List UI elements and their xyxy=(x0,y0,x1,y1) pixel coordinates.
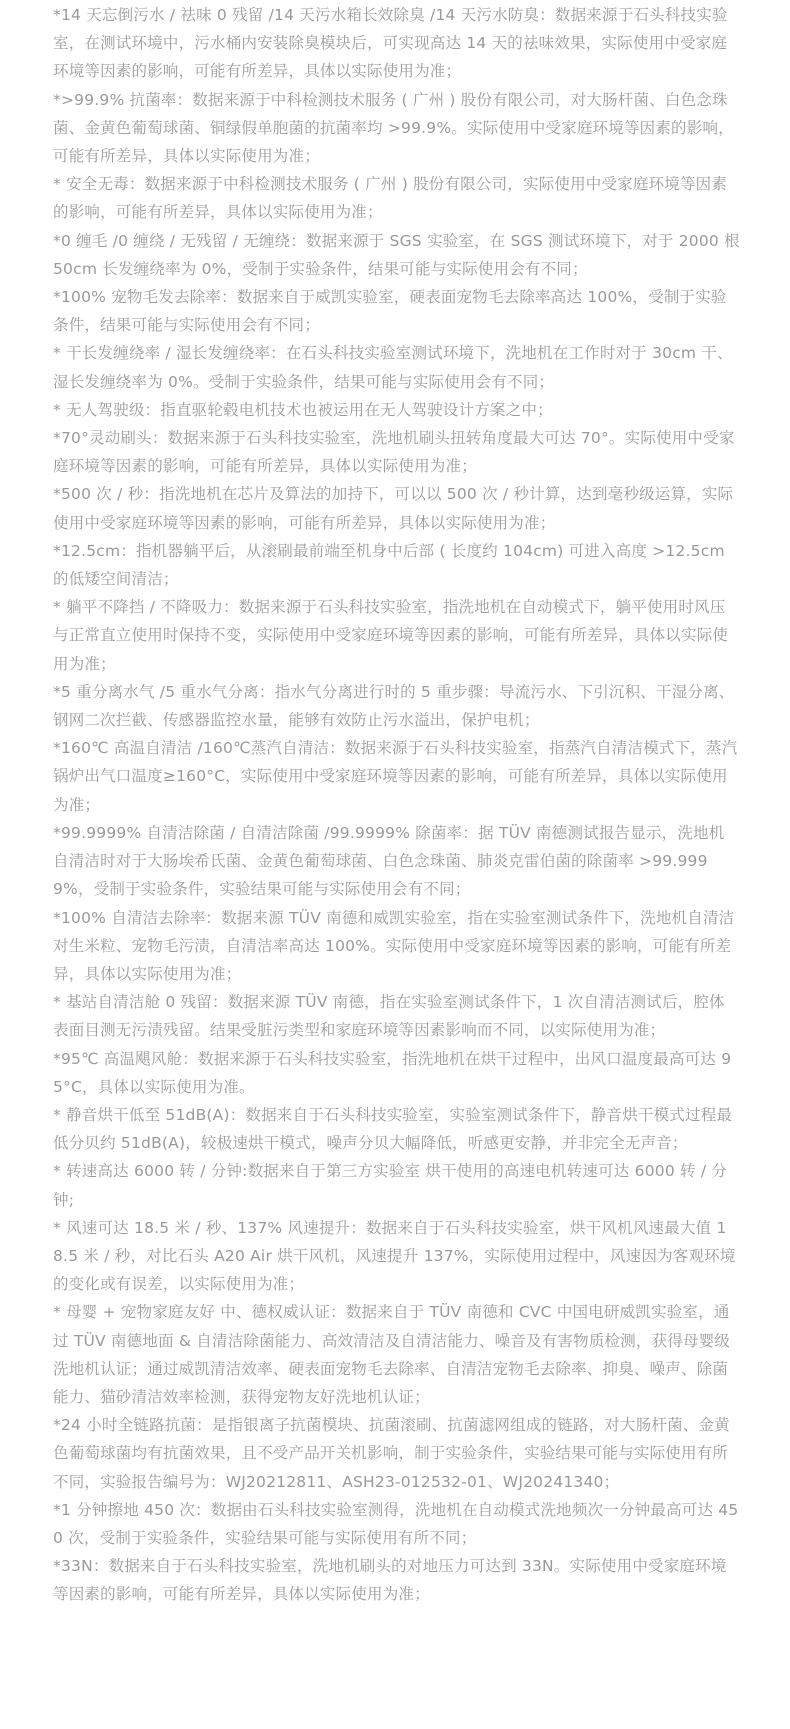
note-95c-drying: *95℃ 高温飓风舱：数据来源于石头科技实验室，指洗地机在烘干过程中，出风口温度最高可达 95°C，具体以实际使用为准。 xyxy=(53,1049,732,1096)
note-base-zero-residue: * 基站自清洁舱 0 残留：数据来源 TÜV 南德，指在实验室测试条件下，1 次自清洁测试后，腔体表面目测无污渍残留。结果受脏污类型和家庭环境等因素影响而不同，以实际使用为准； xyxy=(53,993,725,1040)
note-70-degree-brush: *70°灵动刷头：数据来源于石头科技实验室，洗地机刷头扭转角度最大可达 70°。实际使用中受家庭环境等因素的影响，可能有所差异，具体以实际使用为准； xyxy=(53,429,735,476)
note-family-certification: * 母婴 + 宠物家庭友好 中、德权威认证：数据来自于 TÜV 南德和 CVC 中国电研威凯实验室，通过 TÜV 南德地面 & 自清洁除菌能力、高效清洁及自清洁能力、噪音及有害物质检测，获得母婴级洗地机认证；通过威凯清洁效率、硬表面宠物毛去除率、自清洁宠物毛去除率、抑臭、噪声、除菌能力、猫砂清洁效率检测，获得宠物友好洗地机认证； xyxy=(53,1303,731,1406)
note-160c-self-clean: *160℃ 高温自清洁 /160℃蒸汽自清洁：数据来源于石头科技实验室，指蒸汽自清洁模式下，蒸汽锅炉出气口温度≥160°C，实际使用中受家庭环境等因素的影响，可能有所差异，具体以实际使用为准； xyxy=(53,739,738,814)
note-antibacterial-rate: *>99.9% 抗菌率：数据来源于中科检测技术服务 ( 广州 ) 股份有限公司，对大肠杆菌、白色念珠菌、金黄色葡萄球菌、铜绿假单胞菌的抗菌率均 >99.9%。实际使用中受家庭环境等因素的影响，可能有所差异，具体以实际使用为准； xyxy=(53,90,734,166)
note-self-clean-removal-rate: *100% 自清洁去除率：数据来源 TÜV 南德和威凯实验室，指在实验室测试条件下，洗地机自清洁对生米粒、宠物毛污渍，自清洁率高达 100%。实际使用中受家庭环境等因素的影响，可能有所差异，具体以实际使用为准； xyxy=(53,908,735,983)
note-self-clean-sterilization: *99.9999% 自清洁除菌 / 自清洁除菌 /99.9999% 除菌率：据 TÜV 南德测试报告显示，洗地机自清洁时对于大肠埃希氏菌、金黄色葡萄球菌、白色念珠菌、肺炎克雷伯菌的除菌率 >99.9999%，受制于实验条件，实验结果可能与实际使用会有不同； xyxy=(53,823,725,899)
note-wind-speed: * 风速可达 18.5 米 / 秒、137% 风速提升：数据来自于石头科技实验室，烘干风机风速最大值 18.5 米 / 秒，对比石头 A20 Air 烘干风机，风速提升 137%，实际使用过程中，风速因为客观环境的变化或有误差，以实际使用为准； xyxy=(53,1218,736,1294)
note-500-per-second: *500 次 / 秒：指洗地机在芯片及算法的加持下，可以以 500 次 / 秒计算，达到毫秒级运算，实际使用中受家庭环境等因素的影响，可能有所差异，具体以实际使用为准； xyxy=(53,485,734,532)
disclaimer-notes xyxy=(53,0,740,1609)
note-odor-14-days: *14 天忘倒污水 / 祛味 0 残留 /14 天污水箱长效除臭 /14 天污水防臭：数据来源于石头科技实验室，在测试环境中，污水桶内安装除臭模块后，可实现高达 14 天的祛味效果，实际使用中受家庭环境等因素的影响，可能有所差异，具体以实际使用为准； xyxy=(53,6,728,81)
note-12-5cm-clearance: *12.5cm：指机器躺平后，从滚刷最前端至机身中后部 ( 长度约 104cm) 可进入高度 >12.5cm 的低矮空间清洁； xyxy=(53,541,725,589)
note-lay-flat-suction: * 躺平不降挡 / 不降吸力：数据来源于石头科技实验室，指洗地机在自动模式下，躺平使用时风压与正常直立使用时保持不变，实际使用中受家庭环境等因素的影响，可能有所差异，具体以实际使用为准； xyxy=(53,598,729,673)
note-quiet-drying-51db: * 静音烘干低至 51dB(A)：数据来自于石头科技实验室，实验室测试条件下，静音烘干模式过程最低分贝约 51dB(A)，较极速烘干模式，噪声分贝大幅降低，听感更安静，并非完全无声音； xyxy=(53,1105,733,1153)
note-33n-pressure: *33N：数据来自于石头科技实验室，洗地机刷头的对地压力可达到 33N。实际使用中受家庭环境等因素的影响，可能有所差异，具体以实际使用为准； xyxy=(53,1557,727,1604)
note-dry-wet-hair-tangle: * 干长发缠绕率 / 湿长发缠绕率：在石头科技实验室测试环境下，洗地机在工作时对于 30cm 干、湿长发缠绕率为 0%。受制于实验条件，结果可能与实际使用会有不同； xyxy=(53,344,733,391)
note-pet-hair-removal: *100% 宠物毛发去除率：数据来自于威凯实验室，硬表面宠物毛去除率高达 100%，受制于实验条件，结果可能与实际使用会有不同； xyxy=(53,288,727,335)
note-450-per-minute: *1 分钟擦地 450 次：数据由石头科技实验室测得，洗地机在自动模式洗地频次一分钟最高可达 450 次，受制于实验条件，实验结果可能与实际使用有所不同； xyxy=(53,1500,739,1547)
note-safe-non-toxic: * 安全无毒：数据来源于中科检测技术服务 ( 广州 ) 股份有限公司，实际使用中受家庭环境等因素的影响，可能有所差异，具体以实际使用为准； xyxy=(53,175,728,222)
note-zero-hair-tangle: *0 缠毛 /0 缠绕 / 无残留 / 无缠绕：数据来源于 SGS 实验室，在 SGS 测试环境下，对于 2000 根 50cm 长发缠绕率为 0%，受制于实验条件，结果可能与实际使用会有不同； xyxy=(53,231,740,278)
note-24h-antibacterial: *24 小时全链路抗菌：是指银离子抗菌模块、抗菌滚刷、抗菌滤网组成的链路，对大肠杆菌、金黄色葡萄球菌均有抗菌效果，且不受产品开关机影响，制于实验条件，实验结果可能与实际使用有所不同，实验报告编号为：WJ20212811、ASH23-012532-01、WJ20241340； xyxy=(53,1416,730,1491)
note-6000-rpm: * 转速高达 6000 转 / 分钟:数据来自于第三方实验室 烘干使用的高速电机转速可达 6000 转 / 分钟; xyxy=(53,1162,728,1209)
note-autonomous-driving-grade: * 无人驾驶级：指直驱轮毂电机技术也被运用在无人驾驶设计方案之中； xyxy=(53,400,553,419)
note-5-stage-separation: *5 重分离水气 /5 重水气分离：指水气分离进行时的 5 重步骤：导流污水、下引沉积、干湿分离、钢网二次拦截、传感器监控水量，能够有效防止污水溢出，保护电机； xyxy=(53,682,735,730)
